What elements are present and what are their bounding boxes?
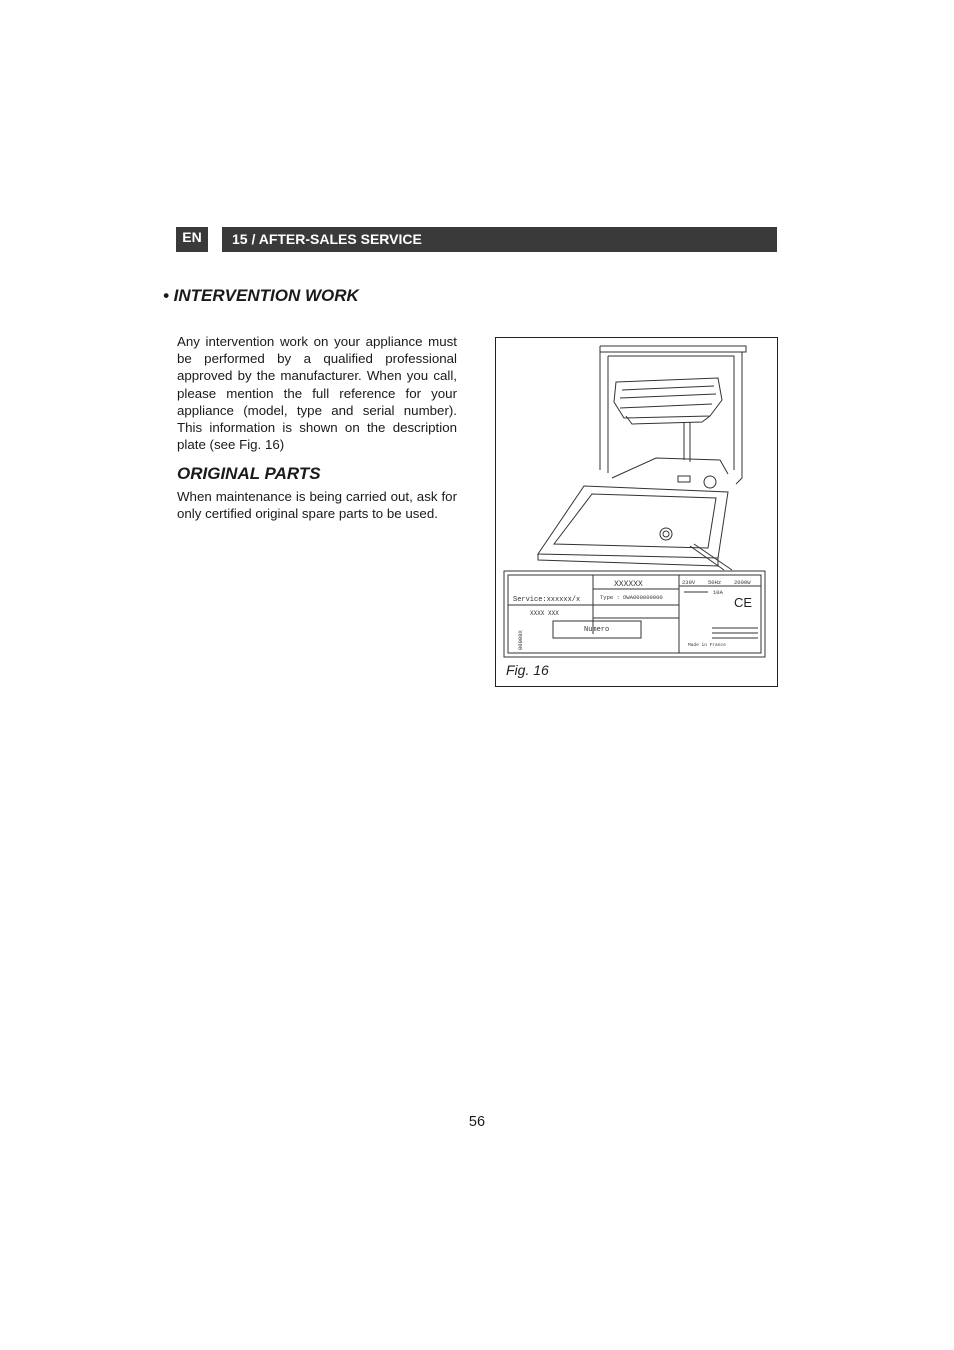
plate-made-in: Made in France <box>688 643 726 648</box>
plate-side-code: 00000X <box>517 630 524 650</box>
original-parts-text: When maintenance is being carried out, ask for only certified original spare parts to be used. <box>177 489 457 522</box>
original-parts-heading: ORIGINAL PARTS <box>177 464 321 483</box>
ce-mark: CE <box>734 595 753 610</box>
section-title-bar: 15 / AFTER-SALES SERVICE <box>222 227 777 252</box>
language-badge: EN <box>176 227 208 252</box>
plate-current: 10A <box>713 589 723 596</box>
plate-frequency: 50Hz <box>708 579 722 586</box>
page-number: 56 <box>468 1114 486 1130</box>
plate-type: Type : DWA000000000 <box>600 594 663 601</box>
plate-service: Service:xxxxxx/x <box>513 596 581 604</box>
figure-16 <box>495 337 778 687</box>
dishwasher-illustration <box>496 338 779 688</box>
plate-code-top: XXXXXX <box>614 580 643 589</box>
intervention-work-heading: • INTERVENTION WORK <box>163 286 359 305</box>
figure-caption: Fig. 16 <box>506 662 549 678</box>
plate-code-mid: XXXX XXX <box>530 610 559 617</box>
plate-voltage: 230V <box>682 579 696 586</box>
plate-numero: Numero <box>584 626 610 634</box>
intervention-work-text: Any intervention work on your appliance must be performed by a qualified professional approved by the manufacturer. When you call, please mention the full reference for your appliance (model, type and serial number). This information is shown on the description plate (see Fig. 16) <box>177 334 457 453</box>
plate-power: 2000W <box>734 579 751 586</box>
